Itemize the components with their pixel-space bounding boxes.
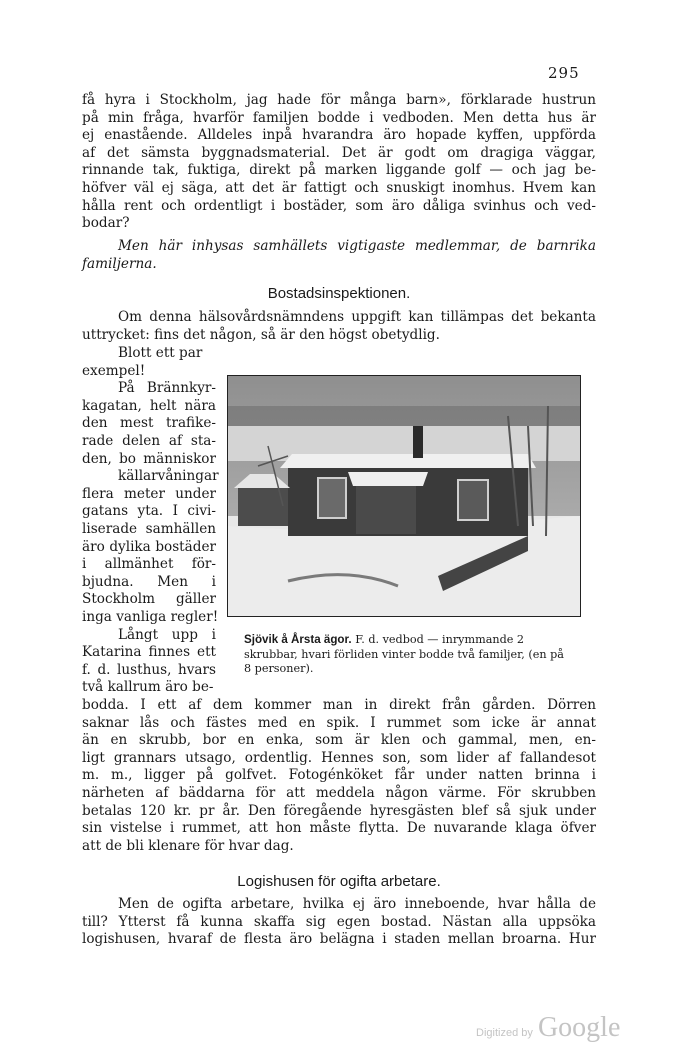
text-line: flera meter under — [82, 485, 216, 502]
text-line: bodda. I ett af dem kommer man in direkt från gården. Dörren — [82, 697, 596, 713]
text-line: ej enastående. Alldeles inpå hvarandra äro hopade kyffen, uppförda — [82, 127, 596, 144]
page-number: 295 — [548, 64, 580, 82]
text-line: hålla rent och ordentligt i bostäder, som äro dåliga svinhus och ved- — [82, 197, 596, 214]
text-line: saknar lås och fästes med en spik. I rummet som icke är annat — [82, 714, 596, 731]
text-line: rinnande tak, fuktiga, direkt på marken liggande golf — och jag be- — [82, 162, 596, 179]
caption-title: Sjövik å Årsta ägor. — [244, 633, 352, 646]
text-line: att de bli klenare för hvar dag. — [82, 837, 294, 854]
text-line: liserade samhällen — [82, 520, 216, 537]
text-line: få hyra i Stockholm, jag hade för många barn», förklarade hustrun — [82, 92, 596, 108]
caption-text: F. d. vedbod — inrymmande 2 — [355, 633, 525, 646]
text-line: uttrycket: fins det någon, så är den högst obetydlig. — [82, 326, 440, 343]
caption-line: 8 personer). — [244, 662, 314, 676]
text-line: f. d. lusthus, hvars — [82, 661, 216, 678]
text-line: kagatan, helt nära — [82, 397, 216, 414]
caption-line: skrubbar, hvari förliden vinter bodde två familjer, (en på — [244, 647, 564, 661]
text-line: Men de ogifta arbetare, hvilka ej äro inneboende, hvar hålla de — [118, 896, 596, 912]
text-line: gatans yta. I civi- — [82, 503, 216, 520]
text-line: På Brännkyr- — [118, 380, 216, 397]
text-line: Blott ett par — [118, 345, 203, 361]
paragraph-1 — [82, 92, 596, 233]
text-line: Katarina finnes ett — [82, 644, 216, 661]
paragraph-4 — [82, 697, 596, 855]
section-heading-bostadsinspektionen: Bostadsinspektionen. — [267, 285, 411, 302]
text-line: i allmänhet för- — [82, 556, 216, 573]
text-line: Stockholm gäller — [82, 591, 216, 608]
text-line: källarvåningar — [118, 468, 219, 485]
section-heading-logishusen: Logishusen för ogifta arbetare. — [237, 873, 441, 890]
paragraph-2 — [82, 238, 596, 273]
text-line: bodar? — [82, 215, 130, 232]
text-line: än en skrubb, bor en enka, som är klen och gammal, men, en- — [82, 732, 596, 749]
text-line: inga vanliga regler! — [82, 608, 219, 625]
text-line: m. m., ligger på golfvet. Fotogénköket får under natten brinna i — [82, 767, 596, 784]
photo-caption — [244, 633, 584, 677]
text-line: bjudna. Men i — [82, 573, 216, 590]
text-line: familjerna. — [82, 255, 157, 272]
text-line: af det sämsta byggnadsmaterial. Det är godt om dragiga väggar, — [82, 144, 596, 161]
text-line: på min fråga, hvarför familjen bodde i vedboden. Men detta hus är — [82, 109, 596, 126]
text-line: logishusen, hvaraf de flesta äro belägna i staden mellan broarna. Hur — [82, 931, 596, 948]
text-line: den mest trafike- — [82, 415, 216, 432]
wrapped-text-column — [82, 345, 219, 697]
text-line: Men här inhysas samhällets vigtigaste medlemmar, de barnrika — [118, 238, 596, 254]
text-line: Långt upp i — [118, 626, 216, 643]
text-line: till? Ytterst få kunna skaffa sig egen bostad. Nästan alla uppsöka — [82, 913, 596, 930]
digitized-watermark — [476, 1012, 620, 1044]
caption-line — [244, 633, 584, 648]
photograph-woodshed — [227, 375, 581, 617]
watermark-prefix: Digitized by — [476, 1027, 533, 1039]
text-line: närheten af bäddarna för att meddela någon värme. För skrubben — [82, 784, 596, 801]
paragraph-5 — [82, 896, 596, 949]
text-line: höfver väl ej säga, att det är fattigt och snuskigt inomhus. Hvem kan — [82, 179, 596, 196]
google-logo: Google — [537, 1012, 621, 1043]
text-line: två kallrum äro be- — [82, 679, 214, 696]
text-line: betalas 120 kr. pr år. Den föregående hyresgästen blef så sjuk under — [82, 802, 596, 819]
text-line: ligt grannars utsago, ordentlig. Hennes son, som lider af fallandesot — [82, 749, 596, 766]
text-line: den, bo människor — [82, 450, 216, 467]
paragraph-3 — [82, 309, 596, 344]
text-line: Om denna hälsovårdsnämndens uppgift kan tillämpas det bekanta — [118, 309, 596, 325]
text-line: rade delen af sta- — [82, 432, 216, 449]
photograph-illustration — [228, 376, 580, 616]
text-line: äro dylika bostäder — [82, 538, 216, 555]
text-line: sin vistelse i rummet, att hon måste flytta. De nuvarande klaga öfver — [82, 820, 596, 837]
text-line: exempel! — [82, 362, 146, 379]
